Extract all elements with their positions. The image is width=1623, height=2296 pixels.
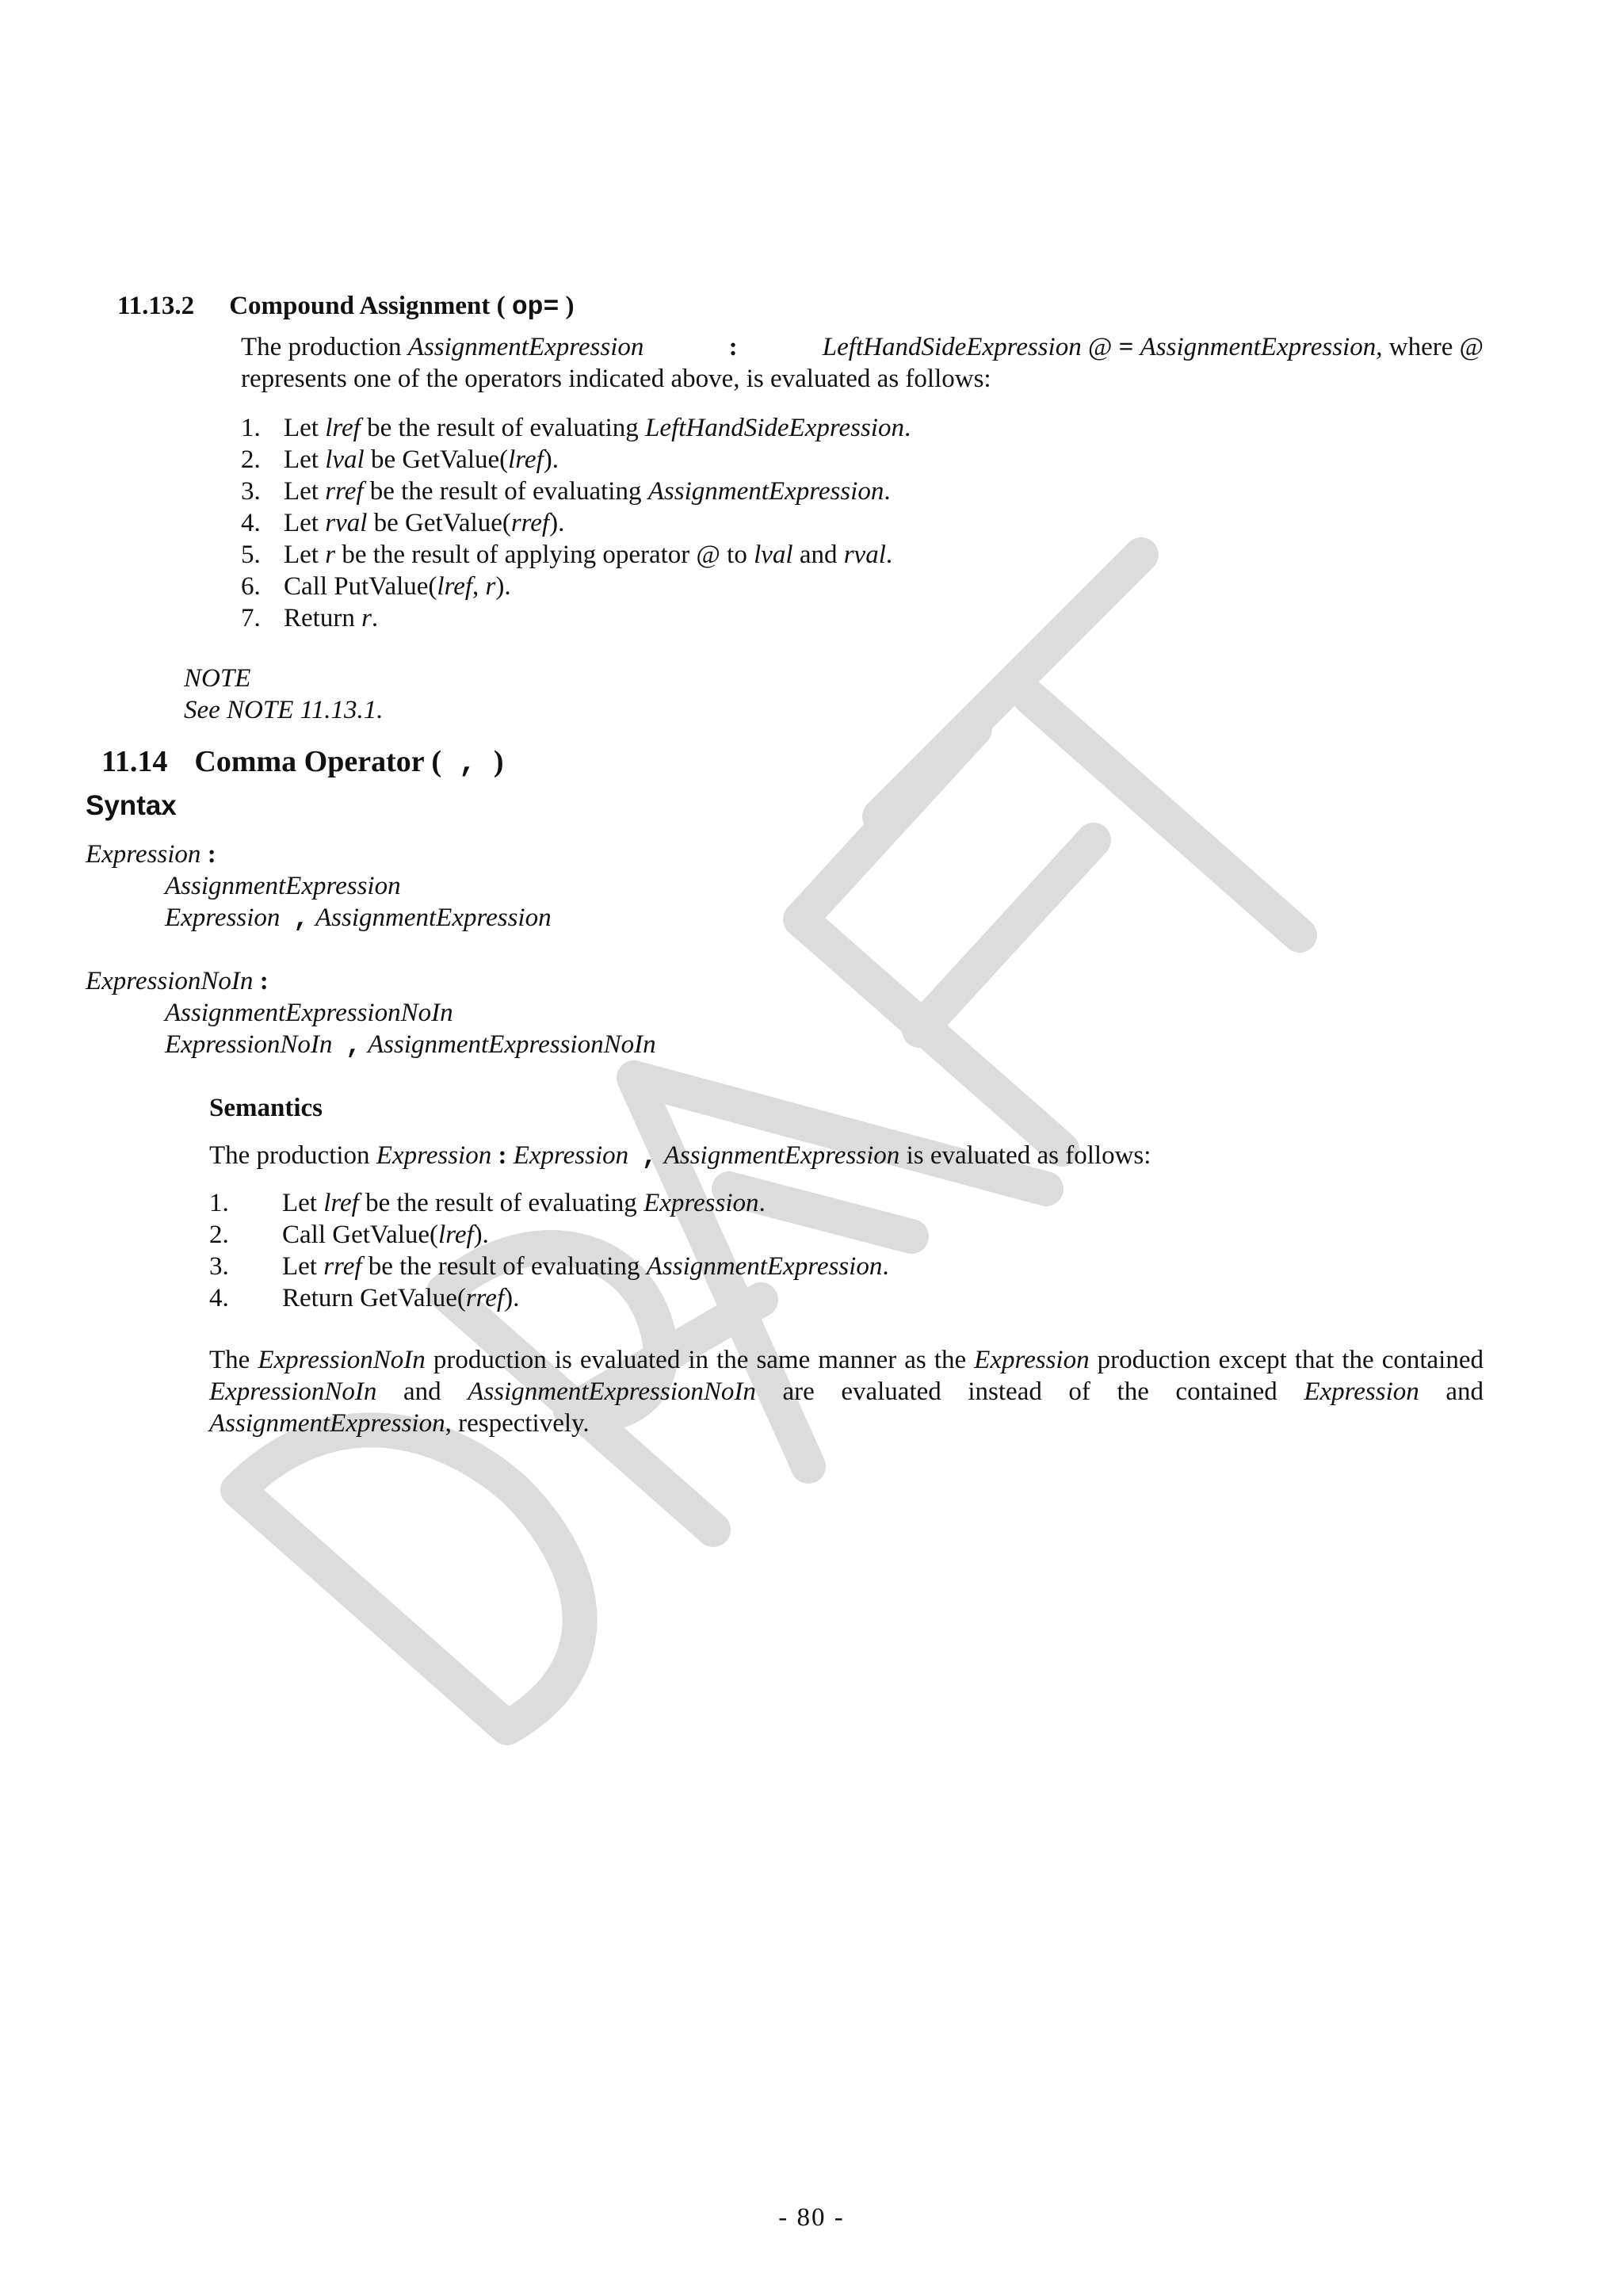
closing-paragraph: The ExpressionNoIn production is evaluated in the same manner as the Expression production except that the contained ExpressionNoIn and AssignmentExpressionNoIn are evaluated instead of the contained Expression and AssignmentExpression, respectively. (209, 1346, 1484, 1438)
intro-term: AssignmentExpression (1140, 333, 1377, 361)
section-title: Comma Operator ( (194, 745, 442, 778)
note-label: NOTE (184, 664, 251, 693)
intro-line-1 (241, 331, 1484, 363)
step-list (241, 412, 911, 634)
grammar-alternative: Expression , AssignmentExpression (165, 904, 552, 934)
section-title-close: ) (493, 745, 504, 778)
list-item: 3. Let rref be the result of evaluating AssignmentExpression. (209, 1252, 889, 1281)
grammar-production-expression-noin: ExpressionNoIn : (86, 967, 269, 995)
watermark-letter-t (880, 555, 1300, 935)
page-number: - 80 - (778, 2203, 845, 2232)
grammar-alternative: AssignmentExpression (165, 872, 401, 900)
intro-term: LeftHandSideExpression (822, 333, 1082, 361)
semantics-intro: The production Expression : Expression , AssignmentExpression is evaluated as follows: (209, 1141, 1151, 1171)
intro-at: @ (1087, 333, 1113, 361)
intro-line-2: represents one of the operators indicated above, is evaluated as follows: (241, 365, 991, 393)
list-item: 3. Let rref be the result of evaluating AssignmentExpression. (241, 477, 891, 506)
section-title-op: op= (511, 292, 559, 322)
list-item: 5. Let r be the result of applying operator @ to lval and rval. (241, 541, 893, 569)
section-number: 11.14 (101, 745, 168, 778)
intro-colon: : (728, 333, 738, 361)
list-item: 2. Call GetValue(lref). (209, 1221, 489, 1249)
list-item: 4. Return GetValue(rref). (209, 1284, 520, 1312)
section-number: 11.13.2 (117, 292, 195, 320)
watermark-letter-d (238, 1430, 580, 1728)
list-item: 4. Let rval be GetValue(rref). (241, 509, 565, 537)
list-item: 1. Let lref be the result of evaluating LeftHandSideExpression. (241, 414, 911, 442)
list-item: 2. Let lval be GetValue(lref). (241, 445, 559, 474)
intro-eq: = (1118, 333, 1134, 361)
section-title: Compound Assignment ( (229, 292, 506, 320)
intro-text: The production (241, 333, 408, 361)
grammar-alternative: ExpressionNoIn , AssignmentExpressionNoIn (165, 1030, 656, 1060)
grammar-alternative: AssignmentExpressionNoIn (165, 999, 453, 1027)
intro-text: , where @ (1376, 333, 1484, 361)
syntax-heading: Syntax (86, 790, 177, 821)
watermark-letter-f (800, 729, 1094, 1149)
note-text: See NOTE 11.13.1. (184, 696, 384, 724)
semantics-step-list (209, 1187, 889, 1314)
list-item: 7. Return r. (241, 604, 379, 632)
section-11-13-2-heading (117, 290, 575, 323)
list-item: 6. Call PutValue(lref, r). (241, 572, 511, 601)
intro-term: AssignmentExpression (407, 333, 644, 361)
list-item: 1. Let lref be the result of evaluating Expression. (209, 1189, 766, 1217)
grammar-production-expression: Expression : (86, 840, 216, 869)
section-title-op: , (458, 747, 477, 781)
section-title-close: ) (565, 292, 575, 320)
section-11-14-heading (101, 743, 504, 782)
semantics-heading: Semantics (209, 1094, 323, 1122)
